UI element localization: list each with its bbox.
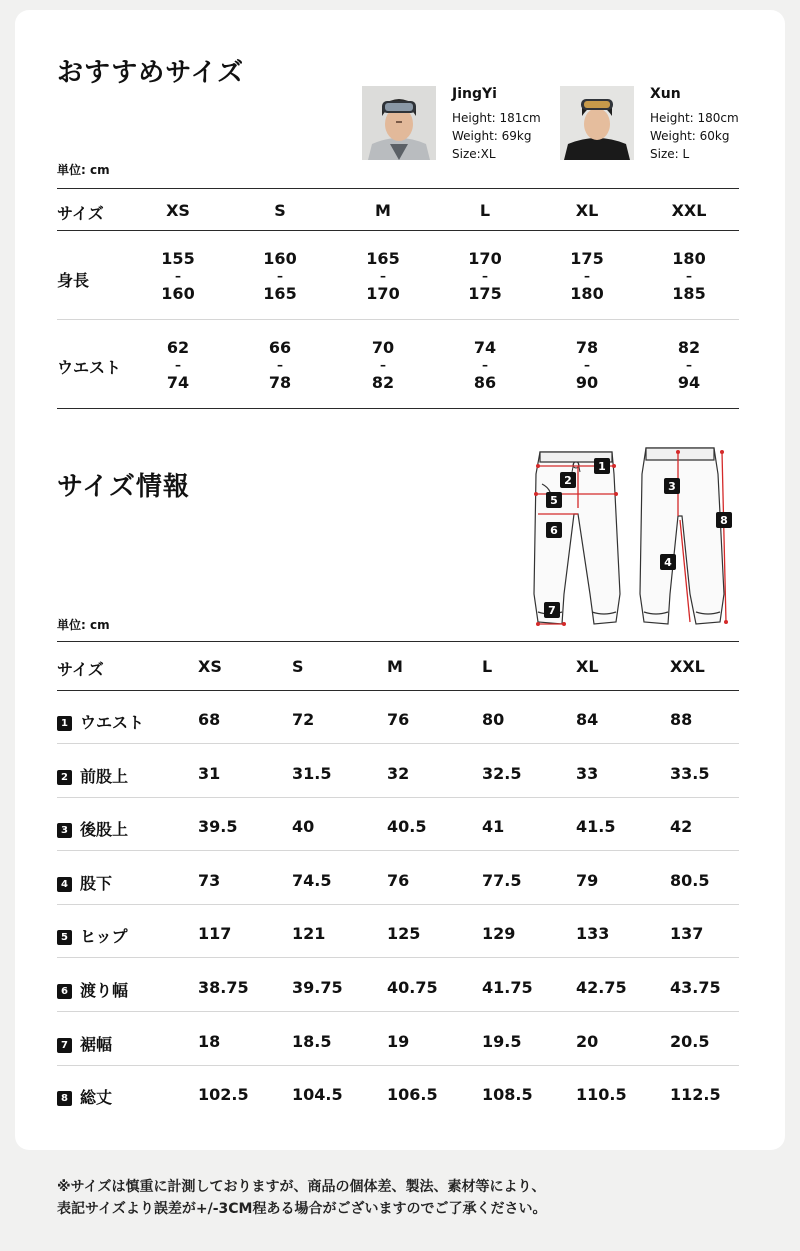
row-number-badge: 3 bbox=[57, 823, 72, 838]
row-label bbox=[57, 978, 128, 1001]
range-cell bbox=[654, 250, 724, 303]
svg-text:6: 6 bbox=[550, 524, 558, 537]
row-number-badge: 7 bbox=[57, 1038, 72, 1053]
table-cell: 104.5 bbox=[292, 1085, 343, 1104]
divider bbox=[57, 319, 739, 320]
table-cell: 41.75 bbox=[482, 978, 533, 997]
row-label-text: ウエスト bbox=[80, 713, 145, 732]
header-l: L bbox=[479, 201, 491, 220]
table-cell: 39.75 bbox=[292, 978, 343, 997]
table-cell: 19 bbox=[387, 1032, 410, 1051]
svg-text:8: 8 bbox=[720, 514, 728, 527]
divider bbox=[57, 904, 739, 905]
table-cell: 77.5 bbox=[482, 871, 522, 890]
range-min: 82 bbox=[677, 338, 701, 357]
table-cell: 38.75 bbox=[198, 978, 249, 997]
row-label-text: 裾幅 bbox=[80, 1035, 113, 1054]
row-label-text: 渡り幅 bbox=[80, 981, 129, 1000]
divider bbox=[57, 957, 739, 958]
row-label-text: 股下 bbox=[80, 874, 113, 893]
range-min: 66 bbox=[268, 338, 292, 357]
table-cell: 39.5 bbox=[198, 817, 238, 836]
divider bbox=[57, 743, 739, 744]
table-cell: 80.5 bbox=[670, 871, 710, 890]
range-cell bbox=[245, 250, 315, 303]
range-min: 165 bbox=[366, 249, 400, 268]
row-label bbox=[57, 924, 128, 947]
model-size: Size: L bbox=[650, 147, 690, 161]
table-cell: 31 bbox=[198, 764, 221, 783]
range-dash: – bbox=[380, 358, 386, 372]
diagram-badge bbox=[594, 458, 610, 474]
table-cell: 121 bbox=[292, 924, 326, 943]
table-cell: 117 bbox=[198, 924, 232, 943]
range-cell bbox=[143, 250, 213, 303]
range-dash: – bbox=[584, 358, 590, 372]
table-cell: 41 bbox=[482, 817, 505, 836]
diagram-badge bbox=[560, 472, 576, 488]
divider bbox=[57, 641, 739, 642]
range-min: 155 bbox=[161, 249, 195, 268]
row-label-text: 後股上 bbox=[80, 820, 129, 839]
range-min: 160 bbox=[263, 249, 297, 268]
diagram-badge bbox=[544, 602, 560, 618]
range-cell bbox=[450, 250, 520, 303]
table-cell: 80 bbox=[482, 710, 505, 729]
range-cell bbox=[654, 339, 724, 392]
table-cell: 42.75 bbox=[576, 978, 627, 997]
header-xxl: XXL bbox=[670, 657, 705, 676]
row-label bbox=[57, 1032, 112, 1055]
range-cell bbox=[348, 250, 418, 303]
table-cell: 42 bbox=[670, 817, 693, 836]
range-dash: – bbox=[584, 269, 590, 283]
row-label bbox=[57, 817, 128, 840]
svg-text:4: 4 bbox=[664, 556, 672, 569]
row-label-height: 身長 bbox=[57, 271, 90, 290]
divider bbox=[57, 1065, 739, 1066]
header-size-label: サイズ bbox=[57, 204, 104, 223]
table-cell: 18 bbox=[198, 1032, 221, 1051]
table-cell: 106.5 bbox=[387, 1085, 438, 1104]
range-max: 74 bbox=[166, 373, 190, 392]
header-l: L bbox=[482, 657, 493, 676]
range-max: 90 bbox=[575, 373, 599, 392]
divider bbox=[57, 690, 739, 691]
range-max: 185 bbox=[672, 284, 706, 303]
range-cell bbox=[552, 250, 622, 303]
range-max: 82 bbox=[371, 373, 395, 392]
diagram-badge bbox=[546, 522, 562, 538]
range-min: 78 bbox=[575, 338, 599, 357]
pants-measurement-diagram bbox=[528, 444, 740, 632]
range-max: 94 bbox=[677, 373, 701, 392]
table-cell: 43.75 bbox=[670, 978, 721, 997]
table-cell: 32.5 bbox=[482, 764, 522, 783]
table-cell: 112.5 bbox=[670, 1085, 721, 1104]
range-max: 86 bbox=[473, 373, 497, 392]
row-number-badge: 5 bbox=[57, 930, 72, 945]
range-dash: – bbox=[175, 358, 181, 372]
model-info-xun bbox=[650, 109, 739, 163]
divider bbox=[57, 797, 739, 798]
range-dash: – bbox=[277, 269, 283, 283]
svg-text:3: 3 bbox=[668, 480, 676, 493]
range-min: 180 bbox=[672, 249, 706, 268]
range-max: 165 bbox=[263, 284, 297, 303]
diagram-badge bbox=[664, 478, 680, 494]
model-weight: Weight: 60kg bbox=[650, 129, 730, 143]
table-cell: 73 bbox=[198, 871, 221, 890]
footnote-line: 表記サイズより誤差が+/-3CM程ある場合がございますのでご了承ください。 bbox=[57, 1201, 547, 1217]
table-cell: 125 bbox=[387, 924, 421, 943]
table-cell: 102.5 bbox=[198, 1085, 249, 1104]
range-max: 175 bbox=[468, 284, 502, 303]
diagram-badge bbox=[546, 492, 562, 508]
table-cell: 129 bbox=[482, 924, 516, 943]
model-weight: Weight: 69kg bbox=[452, 129, 532, 143]
header-xl: XL bbox=[576, 657, 599, 676]
table-cell: 18.5 bbox=[292, 1032, 332, 1051]
model-name-jingyi: JingYi bbox=[452, 86, 497, 102]
header-xxl: XXL bbox=[671, 201, 707, 220]
model-height: Height: 181cm bbox=[452, 111, 541, 125]
svg-text:2: 2 bbox=[564, 474, 572, 487]
table-cell: 72 bbox=[292, 710, 315, 729]
table-cell: 20 bbox=[576, 1032, 599, 1051]
row-label-text: 前股上 bbox=[80, 767, 129, 786]
model-size: Size:XL bbox=[452, 147, 496, 161]
range-dash: – bbox=[380, 269, 386, 283]
table-cell: 110.5 bbox=[576, 1085, 627, 1104]
range-max: 160 bbox=[161, 284, 195, 303]
table-cell: 20.5 bbox=[670, 1032, 710, 1051]
table-cell: 33 bbox=[576, 764, 599, 783]
range-cell bbox=[450, 339, 520, 392]
row-number-badge: 4 bbox=[57, 877, 72, 892]
range-dash: – bbox=[175, 269, 181, 283]
row-label-text: 総丈 bbox=[80, 1088, 113, 1107]
table-cell: 76 bbox=[387, 710, 410, 729]
model-photo-jingyi bbox=[362, 86, 436, 160]
divider bbox=[57, 188, 739, 189]
model-name-xun: Xun bbox=[650, 86, 681, 102]
table-cell: 84 bbox=[576, 710, 599, 729]
table-cell: 74.5 bbox=[292, 871, 332, 890]
range-cell bbox=[143, 339, 213, 392]
range-cell bbox=[348, 339, 418, 392]
range-max: 180 bbox=[570, 284, 604, 303]
header-s: S bbox=[292, 657, 304, 676]
header-s: S bbox=[274, 201, 286, 220]
table-cell: 19.5 bbox=[482, 1032, 522, 1051]
range-min: 74 bbox=[473, 338, 497, 357]
table-cell: 32 bbox=[387, 764, 410, 783]
recommend-title: おすすめサイズ bbox=[57, 58, 245, 88]
table-cell: 108.5 bbox=[482, 1085, 533, 1104]
model-height: Height: 180cm bbox=[650, 111, 739, 125]
header-m: M bbox=[387, 657, 403, 676]
row-label bbox=[57, 1085, 112, 1108]
range-dash: – bbox=[482, 358, 488, 372]
row-number-badge: 1 bbox=[57, 716, 72, 731]
row-label bbox=[57, 871, 112, 894]
range-dash: – bbox=[277, 358, 283, 372]
divider bbox=[57, 1011, 739, 1012]
range-cell bbox=[245, 339, 315, 392]
svg-text:1: 1 bbox=[598, 460, 606, 473]
table-cell: 79 bbox=[576, 871, 599, 890]
divider bbox=[57, 408, 739, 409]
row-label-text: ヒップ bbox=[80, 927, 128, 946]
recommend-unit: 単位: cm bbox=[57, 163, 110, 177]
footnote-line: ※サイズは慎重に計測しておりますが、商品の個体差、製法、素材等により、 bbox=[57, 1179, 546, 1195]
divider bbox=[57, 850, 739, 851]
range-dash: – bbox=[482, 269, 488, 283]
range-min: 175 bbox=[570, 249, 604, 268]
row-number-badge: 6 bbox=[57, 984, 72, 999]
svg-text:7: 7 bbox=[548, 604, 556, 617]
table-cell: 33.5 bbox=[670, 764, 710, 783]
row-number-badge: 8 bbox=[57, 1091, 72, 1106]
divider bbox=[57, 230, 739, 231]
table-cell: 31.5 bbox=[292, 764, 332, 783]
range-dash: – bbox=[686, 358, 692, 372]
range-min: 70 bbox=[371, 338, 395, 357]
range-max: 78 bbox=[268, 373, 292, 392]
range-min: 62 bbox=[166, 338, 190, 357]
model-photo-xun bbox=[560, 86, 634, 160]
table-cell: 76 bbox=[387, 871, 410, 890]
range-min: 170 bbox=[468, 249, 502, 268]
table-cell: 88 bbox=[670, 710, 693, 729]
table-cell: 137 bbox=[670, 924, 704, 943]
row-label-waist: ウエスト bbox=[57, 358, 122, 377]
row-number-badge: 2 bbox=[57, 770, 72, 785]
table-cell: 40.75 bbox=[387, 978, 438, 997]
range-max: 170 bbox=[366, 284, 400, 303]
header-m: M bbox=[375, 201, 391, 220]
header-xl: XL bbox=[575, 201, 599, 220]
table-cell: 40 bbox=[292, 817, 315, 836]
diagram-badge bbox=[716, 512, 732, 528]
table-cell: 133 bbox=[576, 924, 610, 943]
header-xs: XS bbox=[198, 657, 222, 676]
footnote bbox=[57, 1176, 546, 1220]
row-label bbox=[57, 764, 128, 787]
diagram-badge bbox=[660, 554, 676, 570]
size-info-title: サイズ情報 bbox=[57, 472, 190, 502]
header-xs: XS bbox=[166, 201, 190, 220]
table-cell: 68 bbox=[198, 710, 221, 729]
row-label bbox=[57, 710, 144, 733]
range-dash: – bbox=[686, 269, 692, 283]
range-cell bbox=[552, 339, 622, 392]
svg-text:5: 5 bbox=[550, 494, 558, 507]
header-size-label: サイズ bbox=[57, 660, 104, 679]
table-cell: 41.5 bbox=[576, 817, 616, 836]
model-info-jingyi bbox=[452, 109, 541, 163]
size-info-unit: 単位: cm bbox=[57, 618, 110, 632]
table-cell: 40.5 bbox=[387, 817, 427, 836]
